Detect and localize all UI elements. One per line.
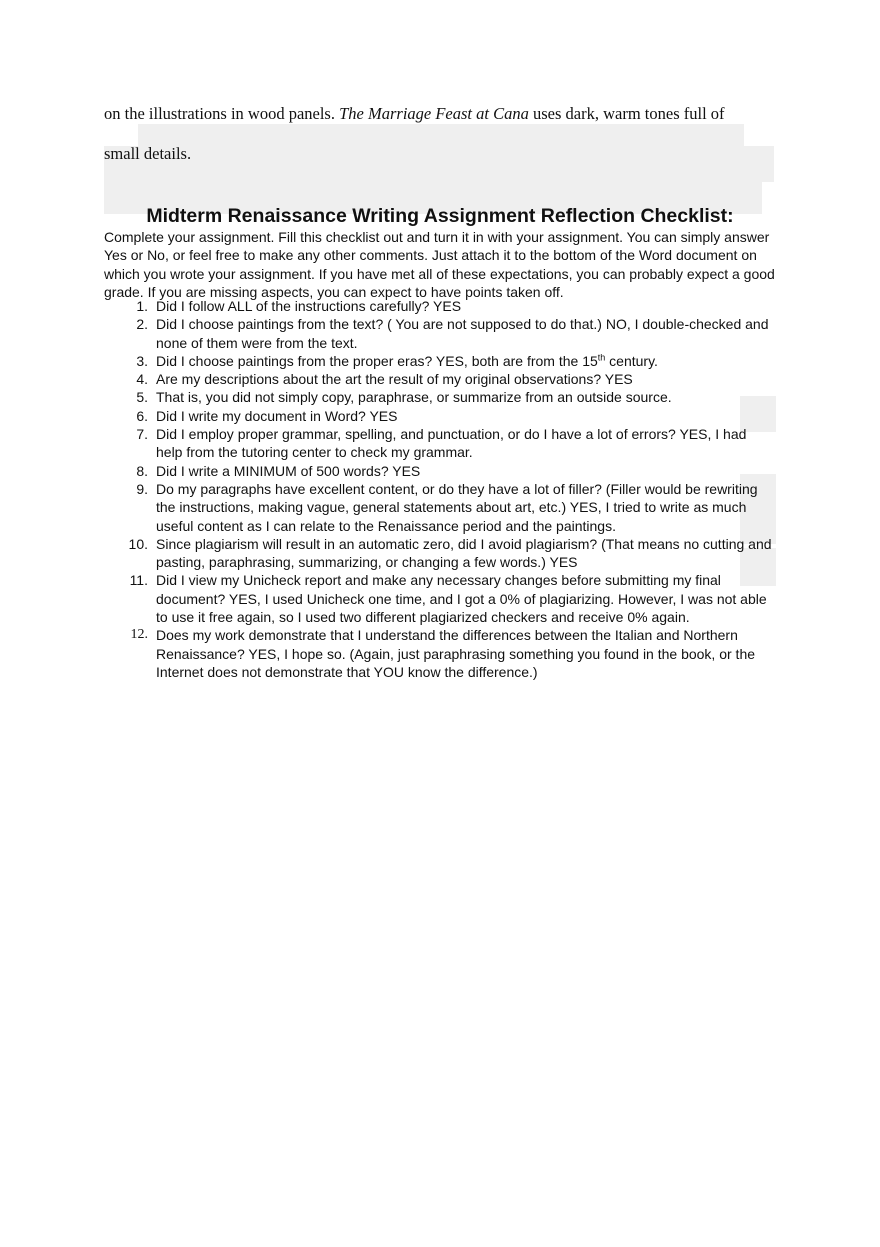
item-text: Since plagiarism will result in an automatic zero, did I avoid plagiarism? (That means no cutting and pasting, paraphrasing, summarizing, or changing a few words.) YES [156,535,772,571]
item-text: Does my work demonstrate that I understand the differences between the Italian and Northern Renaissance? YES, I hope so. (Again, just paraphrasing something you found in the book, or the Internet does not demonstrate that YOU know the difference.) [156,627,756,680]
checklist-item-3 [104,352,776,370]
item-text: Did I write a MINIMUM of 500 words? YES [156,462,421,479]
item-number: 9. [136,480,148,497]
checklist-item-12 [104,626,776,681]
prev-text-post: uses dark, warm tones full of [528,104,725,123]
previous-paragraph-line-1 [104,104,794,124]
previous-paragraph-line-2: small details. [104,144,192,163]
item-number: 6. [136,407,148,424]
checklist-item-11 [104,571,776,626]
item-text: Did I write my document in Word? YES [156,407,398,424]
checklist-items [104,297,776,681]
checklist-item-1 [104,297,776,315]
checklist-item-6 [104,407,776,425]
checklist-item-7 [104,425,776,462]
item-text: That is, you did not simply copy, paraphrase, or summarize from an outside source. [156,389,672,406]
checklist-item-10 [104,535,776,572]
item-number: 7. [136,426,148,443]
painting-title: The Marriage Feast at Cana [339,104,529,123]
checklist-item-8 [104,462,776,480]
checklist-item-4 [104,370,776,388]
checklist-item-2 [104,315,776,352]
item-text: Did I employ proper grammar, spelling, and punctuation, or do I have a lot of errors? YES, I had help from the tutoring center to check my grammar. [156,426,747,461]
item-number: 3. [136,352,148,369]
item-number: 11. [129,572,148,589]
item-number: 4. [136,371,148,388]
item-text: Did I choose paintings from the text? ( You are not supposed to do that.) NO, I double-checked and none of them were from the text. [156,316,769,351]
checklist-item-5 [104,388,776,406]
item-number: 8. [136,462,148,479]
checklist-intro: Complete your assignment. Fill this checklist out and turn it in with your assignment. You can simply answer Yes or No, or feel free to make any other comments. Just attach it to the bottom of the Word document on which you wrote your assignment. If you have met all of these expectations, you can probably expect a good grade. If you are missing aspects, you can expect to have points taken off. [104,229,775,300]
item-text-post: century. [605,352,658,369]
ordinal-suffix: th [597,352,606,363]
item-number: 5. [136,389,148,406]
item-number: 2. [136,316,148,333]
item-text: Did I follow ALL of the instructions carefully? YES [156,298,462,314]
item-text: Did I view my Unicheck report and make any necessary changes before submitting my final document? YES, I used Unicheck one time, and I got a 0% of plagiarizing. However, I was not able to use it free again, so I used two different plagiarized checkers and receive 0% again. [156,572,767,626]
item-text [156,352,776,370]
scan-shade [138,124,744,146]
item-text-pre: Did I choose paintings from the proper eras? YES, both are from the 15 [156,352,598,369]
item-number: 12. [130,627,148,643]
checklist-title: Midterm Renaissance Writing Assignment Reflection Checklist: [146,205,734,227]
item-text: Do my paragraphs have excellent content, or do they have a lot of filler? (Filler would be rewriting the instructions, making vague, general statements about art, etc.) YES, I tried to write as much useful content as I can relate to the Renaissance period and the paintings. [156,480,758,534]
prev-text-pre: on the illustrations in wood panels. [104,104,340,123]
item-text: Are my descriptions about the art the result of my original observations? YES [156,371,633,388]
item-number: 1. [136,298,148,314]
checklist-item-9 [104,480,776,535]
item-number: 10. [128,535,148,552]
